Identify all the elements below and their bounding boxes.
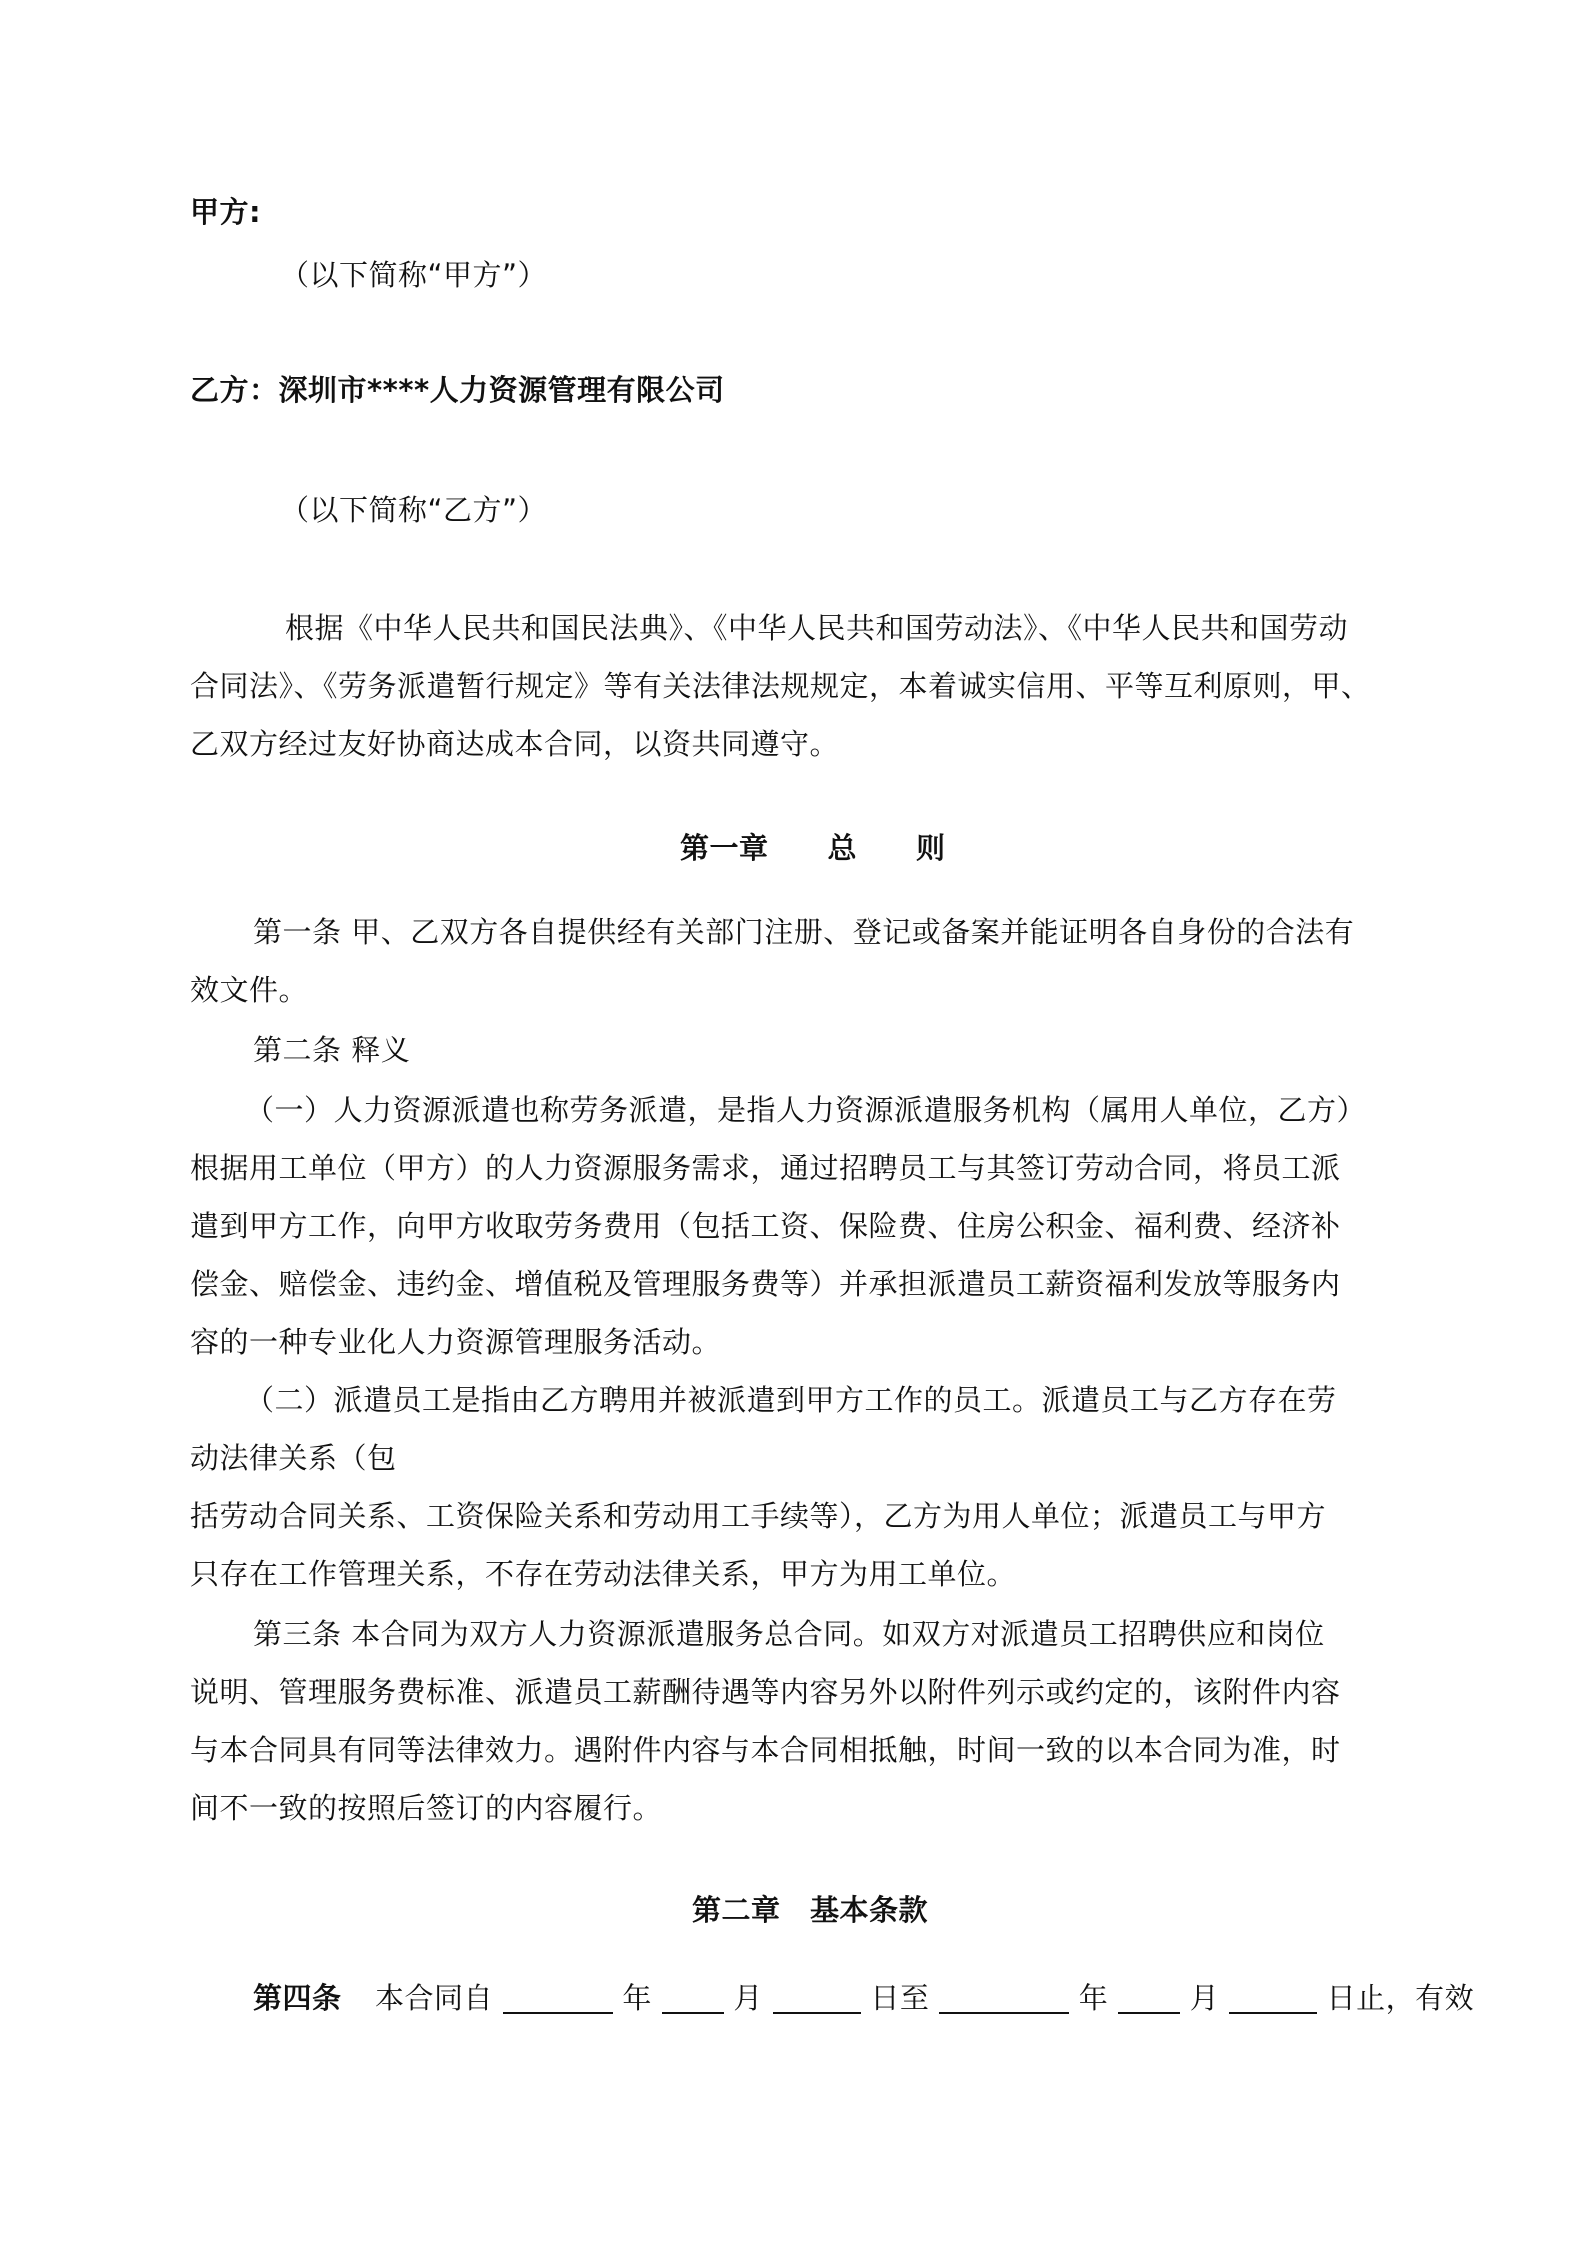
- article-3-line: 第三条 本合同为双方人力资源派遣服务总合同。如双方对派遣员工招聘供应和岗位: [253, 1617, 1325, 1651]
- blank-end-day[interactable]: [1229, 1982, 1317, 2014]
- article-3-line: 说明、管理服务费标准、派遣员工薪酬待遇等内容另外以附件列示或约定的，该附件内容: [190, 1675, 1341, 1709]
- party-a-abbreviation: （以下简称“甲方”）: [280, 258, 548, 292]
- article-2-item-2-line: 只存在工作管理关系，不存在劳动法律关系，甲方为用工单位。: [190, 1557, 1017, 1591]
- article-2-item-1-line: 容的一种专业化人力资源管理服务活动。: [190, 1325, 722, 1359]
- article-4-text: 日止，有效: [1326, 1981, 1475, 2015]
- article-2-item-2-line: 括劳动合同关系、工资保险关系和劳动用工手续等），乙方为用人单位；派遣员工与甲方: [190, 1499, 1327, 1533]
- chapter-1-title: 第一章 总 则: [680, 831, 946, 865]
- article-2-item-1-line: 偿金、赔偿金、违约金、增值税及管理服务费等）并承担派遣员工薪资福利发放等服务内: [190, 1267, 1341, 1301]
- article-4-title: 第四条: [253, 1981, 342, 2015]
- blank-end-month[interactable]: [1118, 1982, 1180, 2014]
- party-b-label: 乙方：深圳市****人力资源管理有限公司: [190, 373, 725, 407]
- article-4-text: 月: [1189, 1981, 1220, 2015]
- article-2-item-2-line: 动法律关系（包: [190, 1441, 397, 1475]
- article-4-text: 日至: [870, 1981, 930, 2015]
- party-b-abbreviation: （以下简称“乙方”）: [280, 493, 548, 527]
- article-4-line: [253, 1978, 1474, 2018]
- article-1-line: 第一条 甲、乙双方各自提供经有关部门注册、登记或备案并能证明各自身份的合法有: [253, 915, 1355, 949]
- article-4-text: 年: [1078, 1981, 1109, 2015]
- preamble-line: 根据《中华人民共和国民法典》、《中华人民共和国劳动法》、《中华人民共和国劳动: [285, 611, 1349, 645]
- article-2-item-2-line: （二）派遣员工是指由乙方聘用并被派遣到甲方工作的员工。派遣员工与乙方存在劳: [245, 1383, 1337, 1417]
- preamble-line: 合同法》、《劳务派遣暂行规定》等有关法律法规规定，本着诚实信用、平等互利原则，甲、: [190, 669, 1371, 703]
- article-1-line: 效文件。: [190, 973, 309, 1007]
- blank-end-year[interactable]: [939, 1982, 1069, 2014]
- blank-start-month[interactable]: [662, 1982, 724, 2014]
- article-2-item-1-line: 根据用工单位（甲方）的人力资源服务需求，通过招聘员工与其签订劳动合同，将员工派: [190, 1151, 1341, 1185]
- article-2-item-1-line: （一）人力资源派遣也称劳务派遣，是指人力资源派遣服务机构（属用人单位，乙方）: [245, 1093, 1367, 1127]
- party-a-label: 甲方:: [190, 195, 262, 229]
- preamble-line: 乙双方经过友好协商达成本合同，以资共同遵守。: [190, 727, 840, 761]
- article-4-text: 本合同自: [374, 1981, 493, 2015]
- article-4-text: 年: [622, 1981, 652, 2015]
- blank-start-day[interactable]: [773, 1982, 861, 2014]
- article-3-line: 间不一致的按照后签订的内容履行。: [190, 1791, 663, 1825]
- article-2-title: 第二条 释义: [253, 1033, 411, 1067]
- chapter-2-title: 第二章 基本条款: [692, 1893, 929, 1927]
- blank-start-year[interactable]: [503, 1982, 613, 2014]
- article-3-line: 与本合同具有同等法律效力。遇附件内容与本合同相抵触，时间一致的以本合同为准，时: [190, 1733, 1341, 1767]
- article-4-text: 月: [733, 1981, 763, 2015]
- article-2-item-1-line: 遣到甲方工作，向甲方收取劳务费用（包括工资、保险费、住房公积金、福利费、经济补: [190, 1209, 1341, 1243]
